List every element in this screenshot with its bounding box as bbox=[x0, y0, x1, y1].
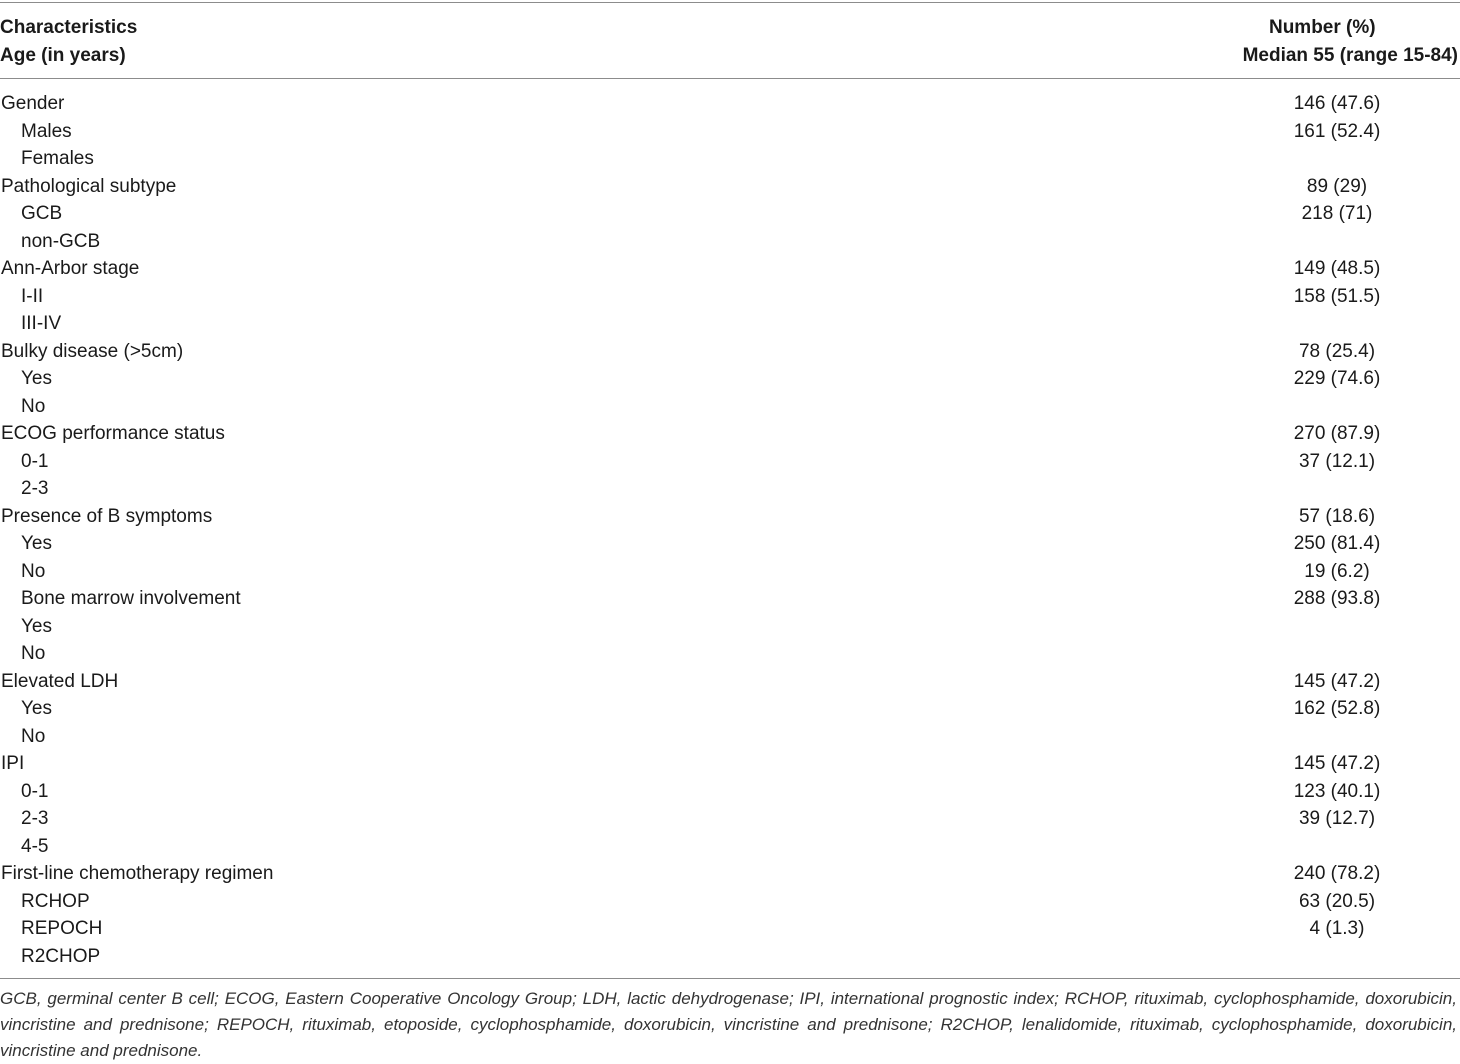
row-label: I-II bbox=[21, 285, 44, 307]
row-label: III-IV bbox=[21, 313, 62, 334]
row-label: IPI bbox=[1, 753, 25, 774]
table-row bbox=[0, 915, 1460, 943]
table-header-characteristics bbox=[0, 14, 137, 70]
row-value: 270 (87.9) bbox=[1293, 423, 1381, 444]
row-label: GCB bbox=[21, 203, 63, 224]
header-number-label: Number (%) bbox=[1268, 17, 1376, 38]
row-label: Yes bbox=[21, 615, 52, 637]
table-row bbox=[0, 778, 1460, 806]
row-label: R2CHOP bbox=[21, 945, 101, 967]
row-value: 149 (48.5) bbox=[1293, 258, 1381, 279]
row-label: Bulky disease (>5cm) bbox=[1, 340, 184, 362]
table-row bbox=[0, 723, 1460, 751]
row-label: non-GCB bbox=[21, 230, 101, 252]
row-label: Females bbox=[21, 148, 94, 169]
table-row bbox=[0, 448, 1460, 476]
table-row bbox=[0, 118, 1460, 146]
row-label: Ann-Arbor stage bbox=[1, 258, 140, 279]
table-row bbox=[0, 860, 1460, 888]
table-row bbox=[0, 338, 1460, 366]
table-row bbox=[0, 668, 1460, 696]
row-value: 19 (6.2) bbox=[1304, 560, 1370, 582]
row-label: Bone marrow involvement bbox=[21, 588, 241, 609]
row-value: 240 (78.2) bbox=[1293, 863, 1381, 884]
row-value: 89 (29) bbox=[1306, 175, 1368, 197]
row-value: 37 (12.1) bbox=[1298, 450, 1376, 472]
table-row bbox=[0, 283, 1460, 311]
table-footnote: GCB, germinal center B cell; ECOG, Eastern Cooperative Oncology Group; LDH, lactic dehydrogenase; IPI, international prognostic index; RCHOP, rituximab, cyclophosphamide, doxorubicin, vincristine and prednisone; REPOCH, rituximab, etoposide, cyclophosphamide, doxorubicin, vincristine and prednisone; R2CHOP, lenalidomide, rituximab, cyclophosphamide, doxorubicin, vincristine and prednisone. bbox=[0, 989, 1457, 1060]
row-label: Yes bbox=[21, 698, 52, 719]
row-value: 78 (25.4) bbox=[1298, 340, 1376, 362]
row-value: 288 (93.8) bbox=[1293, 588, 1381, 609]
row-label: Yes bbox=[21, 533, 52, 554]
table-row bbox=[0, 943, 1460, 971]
table-row bbox=[0, 145, 1460, 173]
row-label: No bbox=[21, 725, 46, 747]
row-label: 2-3 bbox=[21, 478, 49, 499]
table-row bbox=[0, 255, 1460, 283]
table-row bbox=[0, 585, 1460, 613]
table-bottom-rule bbox=[0, 978, 1460, 979]
table-row bbox=[0, 90, 1460, 118]
row-label: Presence of B symptoms bbox=[1, 505, 213, 527]
table-row bbox=[0, 393, 1460, 421]
row-label: Elevated LDH bbox=[1, 670, 119, 692]
table-row bbox=[0, 805, 1460, 833]
header-age-label: Age (in years) bbox=[0, 45, 126, 66]
row-label: 0-1 bbox=[21, 780, 49, 802]
row-value: 161 (52.4) bbox=[1293, 120, 1381, 142]
row-label: First-line chemotherapy regimen bbox=[1, 863, 274, 884]
row-value: 229 (74.6) bbox=[1293, 368, 1381, 389]
table-row bbox=[0, 310, 1460, 338]
table-row bbox=[0, 503, 1460, 531]
row-label: Yes bbox=[21, 368, 52, 389]
table-row bbox=[0, 365, 1460, 393]
table-row bbox=[0, 420, 1460, 448]
row-label: No bbox=[21, 560, 46, 582]
table-row bbox=[0, 475, 1460, 503]
table-top-rule bbox=[0, 2, 1460, 3]
row-label: REPOCH bbox=[21, 918, 103, 939]
table-row bbox=[0, 695, 1460, 723]
table-row bbox=[0, 613, 1460, 641]
row-label: Males bbox=[21, 120, 72, 142]
row-label: RCHOP bbox=[21, 890, 90, 912]
row-value: 145 (47.2) bbox=[1293, 670, 1381, 692]
row-value: 218 (71) bbox=[1301, 203, 1373, 224]
table-row bbox=[0, 200, 1460, 228]
row-value: 250 (81.4) bbox=[1293, 533, 1381, 554]
table-row bbox=[0, 640, 1460, 668]
row-label: No bbox=[21, 395, 46, 417]
row-value: 39 (12.7) bbox=[1298, 808, 1376, 829]
row-label: Pathological subtype bbox=[1, 175, 177, 197]
row-value: 57 (18.6) bbox=[1298, 505, 1376, 527]
table-header-number bbox=[1243, 14, 1458, 70]
row-label: ECOG performance status bbox=[1, 423, 225, 444]
table-header-rule bbox=[0, 78, 1460, 79]
table-row bbox=[0, 750, 1460, 778]
row-label: Gender bbox=[1, 93, 65, 114]
table-row bbox=[0, 173, 1460, 201]
row-label: No bbox=[21, 643, 46, 664]
table-row bbox=[0, 558, 1460, 586]
row-value: 123 (40.1) bbox=[1293, 780, 1381, 802]
header-median-age: Median 55 (range 15-84) bbox=[1242, 45, 1458, 66]
table-row bbox=[0, 228, 1460, 256]
row-value: 158 (51.5) bbox=[1293, 285, 1381, 307]
row-value: 162 (52.8) bbox=[1293, 698, 1381, 719]
row-label: 0-1 bbox=[21, 450, 49, 472]
table-row bbox=[0, 530, 1460, 558]
table-body bbox=[0, 90, 1460, 970]
row-label: 2-3 bbox=[21, 808, 49, 829]
row-value: 63 (20.5) bbox=[1298, 890, 1376, 912]
row-value: 4 (1.3) bbox=[1309, 918, 1365, 939]
row-value: 146 (47.6) bbox=[1293, 93, 1381, 114]
row-label: 4-5 bbox=[21, 835, 49, 857]
header-characteristics-label: Characteristics bbox=[0, 17, 138, 38]
table-row bbox=[0, 888, 1460, 916]
row-value: 145 (47.2) bbox=[1293, 753, 1381, 774]
table-row bbox=[0, 833, 1460, 861]
